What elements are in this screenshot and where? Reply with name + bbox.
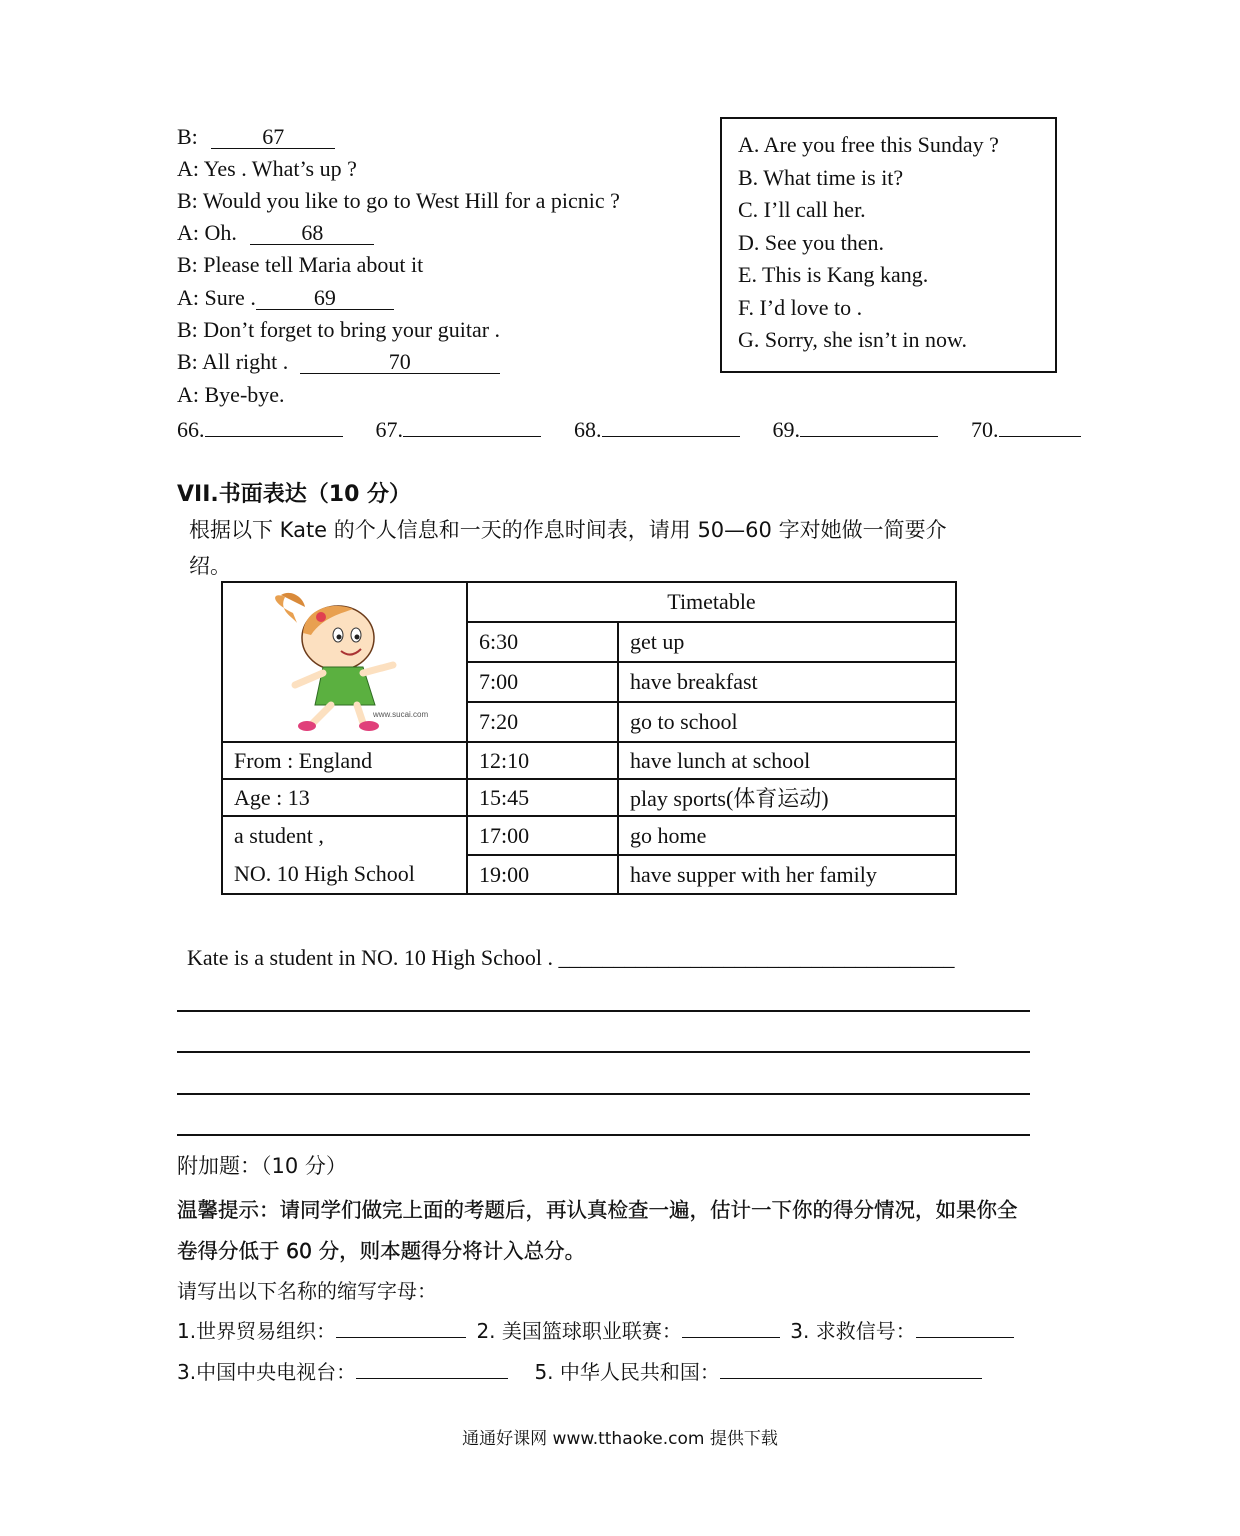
activity-cell: have lunch at school <box>618 742 956 779</box>
info-table <box>221 581 957 895</box>
activity-cell: get up <box>618 622 956 662</box>
answer-field-67[interactable] <box>403 412 541 437</box>
activity-cell: go to school <box>618 702 956 742</box>
page-footer: 通通好课网 www.tthaoke.com 提供下载 <box>462 1429 778 1449</box>
answer-field-69[interactable] <box>800 412 938 437</box>
option-g: G. Sorry, she isn’t in now. <box>738 327 967 352</box>
option-b: B. What time is it? <box>738 164 904 190</box>
answer-wto[interactable] <box>336 1317 466 1338</box>
cartoon-cell <box>222 582 467 742</box>
girl-cartoon-icon <box>223 583 466 735</box>
bonus-tip-line-2: 卷得分低于 60 分，则本题得分将计入总分。 <box>177 1239 586 1263</box>
answer-cctv[interactable] <box>356 1358 508 1379</box>
bonus-tip-line-1: 温馨提示：请同学们做完上面的考题后，再认真检查一遍，估计一下你的得分情况，如果你全 <box>177 1198 1018 1222</box>
option-e: E. This is Kang kang. <box>738 262 929 287</box>
answer-prc[interactable] <box>720 1358 982 1379</box>
option-f: F. I’d love to . <box>738 294 863 320</box>
answer-field-70[interactable] <box>999 412 1081 437</box>
answer-field-68[interactable] <box>602 412 740 437</box>
option-a: A. Are you free this Sunday ? <box>738 132 999 157</box>
activity-cell: have breakfast <box>618 662 956 702</box>
time-cell: 6:30 <box>467 622 618 662</box>
section-title: VII.书面表达（10 分） <box>177 482 412 507</box>
instruction-line-1: 根据以下 Kate 的个人信息和一天的作息时间表，请用 50—60 字对她做一简要介 <box>189 518 947 542</box>
profile-from: From : England <box>222 742 467 779</box>
time-cell: 12:10 <box>467 742 618 779</box>
instruction-line-2: 绍。 <box>189 554 231 578</box>
activity-cell: play sports(体育运动) <box>618 779 956 816</box>
profile-age: Age : 13 <box>222 779 467 816</box>
bonus-prompt: 请写出以下名称的缩写字母： <box>177 1279 437 1303</box>
answer-row: 66. 67. 68. 69. 70. <box>177 412 1081 445</box>
activity-cell: go home <box>618 816 956 855</box>
answer-field-66[interactable] <box>205 412 343 437</box>
answer-nba[interactable] <box>682 1317 780 1338</box>
dialogue-line-1: B: 67 <box>177 122 335 152</box>
profile-school: a student , NO. 10 High School <box>222 816 467 894</box>
dialogue-line-7: B: Don’t forget to bring your guitar . <box>177 317 501 342</box>
answer-blank-67[interactable]: 67 <box>211 124 335 149</box>
answer-blank-68[interactable]: 68 <box>250 220 374 245</box>
bonus-row-2: 3.中国中央电视台： 5. 中华人民共和国： <box>177 1356 982 1385</box>
writing-line[interactable] <box>177 1051 1030 1053</box>
activity-cell: have supper with her family <box>618 855 956 894</box>
option-d: D. See you then. <box>738 229 885 255</box>
dialogue-line-3: B: Would you like to go to West Hill for a picnic ? <box>177 188 620 213</box>
answer-sos[interactable] <box>916 1317 1014 1338</box>
dialogue-line-4: A: Oh. 68 <box>177 218 374 248</box>
options-box <box>720 117 1057 373</box>
writing-line[interactable] <box>177 1010 1030 1012</box>
dialogue-line-8: B: All right . 70 <box>177 347 500 377</box>
time-cell: 17:00 <box>467 816 618 855</box>
dialogue-line-6: A: Sure . 69 <box>177 283 394 313</box>
timetable-header: Timetable <box>467 582 956 622</box>
bonus-title: 附加题：（10 分） <box>177 1154 347 1178</box>
answer-blank-70[interactable]: 70 <box>300 349 500 374</box>
dialogue-line-5: B: Please tell Maria about it <box>177 252 424 277</box>
writing-line[interactable] <box>177 1093 1030 1095</box>
writing-start-line: Kate is a student in NO. 10 High School . ____________________________________ <box>187 945 955 970</box>
time-cell: 7:00 <box>467 662 618 702</box>
answer-blank-69[interactable]: 69 <box>256 285 394 310</box>
option-c: C. I’ll call her. <box>738 197 866 222</box>
dialogue-line-2: A: Yes . What’s up ? <box>177 156 357 181</box>
time-cell: 19:00 <box>467 855 618 894</box>
dialogue-line-9: A: Bye-bye. <box>177 382 285 407</box>
image-watermark: www.sucai.com <box>373 710 429 719</box>
time-cell: 7:20 <box>467 702 618 742</box>
bonus-row-1: 1.世界贸易组织： 2. 美国篮球职业联赛： 3. 求救信号： <box>177 1315 1014 1344</box>
writing-line[interactable] <box>177 1134 1030 1136</box>
time-cell: 15:45 <box>467 779 618 816</box>
